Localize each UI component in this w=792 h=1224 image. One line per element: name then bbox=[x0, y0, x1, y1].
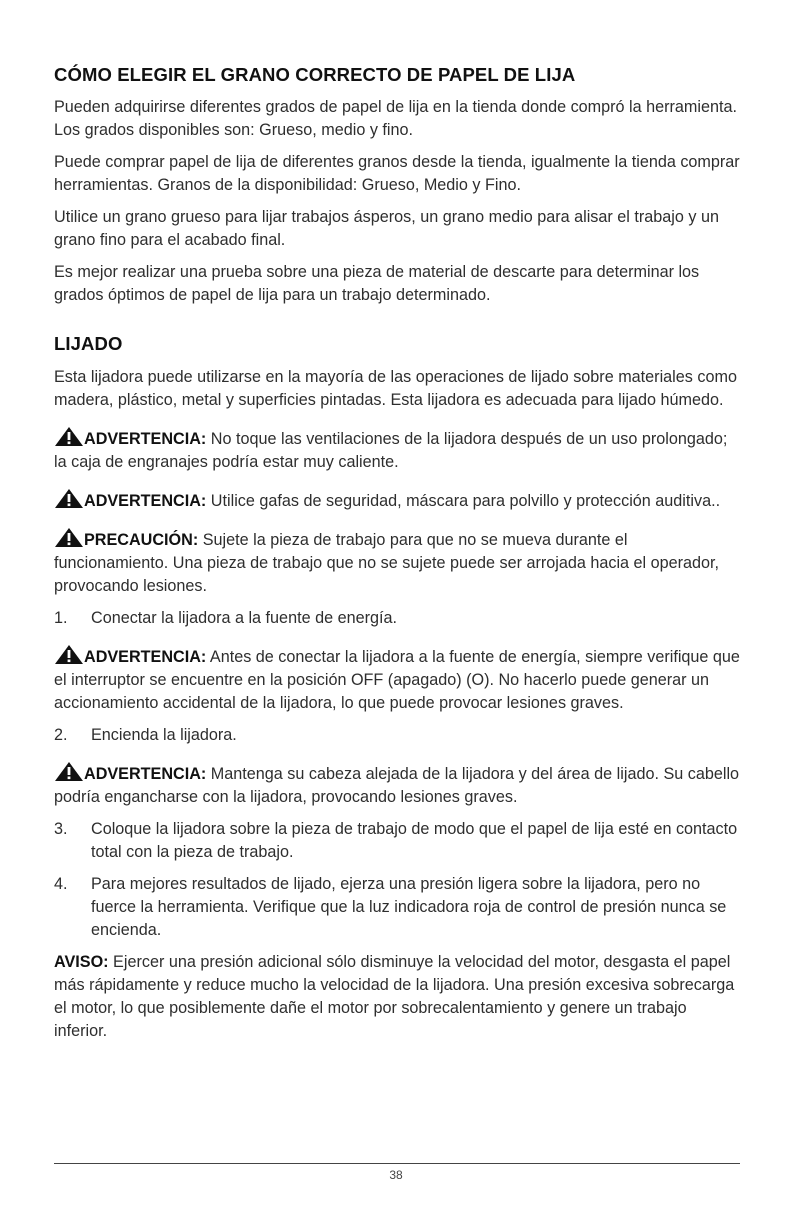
notice-block bbox=[54, 951, 744, 1043]
sanding-intro: Esta lijadora puede utilizarse en la mayoría de las operaciones de lijado sobre materiales como madera, plástico, metal y superficies pintadas. Esta lijadora es adecuada para lijado húmedo. bbox=[54, 368, 737, 409]
page-number: 38 bbox=[389, 1168, 403, 1182]
warning-triangle-icon bbox=[54, 489, 84, 508]
section-heading-sanding: LIJADO bbox=[54, 333, 123, 354]
step-item bbox=[54, 607, 744, 630]
grit-paragraph: Es mejor realizar una prueba sobre una pieza de material de descarte para determinar los grados óptimos de papel de lija para un trabajo determinado. bbox=[54, 263, 700, 304]
step-text: Encienda la lijadora. bbox=[91, 726, 237, 744]
warning-text: No toque las ventilaciones de la lijadora después de un uso prolongado; la caja de engranajes podría estar muy caliente. bbox=[54, 430, 728, 471]
notice-label: AVISO: bbox=[54, 953, 109, 971]
caution-label: PRECAUCIÓN: bbox=[84, 531, 199, 549]
warning-block bbox=[54, 762, 744, 809]
step-text: Coloque la lijadora sobre la pieza de trabajo de modo que el papel de lija esté en contacto total con la pieza de trabajo. bbox=[91, 820, 738, 861]
warning-block bbox=[54, 427, 744, 474]
warning-label: ADVERTENCIA: bbox=[84, 430, 207, 448]
step-number: 1. bbox=[54, 609, 68, 627]
step-item bbox=[54, 818, 744, 864]
step-item bbox=[54, 873, 744, 942]
warning-triangle-icon bbox=[54, 427, 84, 446]
warning-text: Antes de conectar la lijadora a la fuente de energía, siempre verifique que el interruptor se encuentre en la posición OFF (apagado) (O). No hacerlo puede generar un accionamiento accidental de la lijadora, lo que puede provocar lesiones graves. bbox=[54, 648, 740, 712]
caution-text: Sujete la pieza de trabajo para que no se mueva durante el funcionamiento. Una pieza de trabajo que no se sujete puede ser arrojada hacia el operador, provocando lesiones. bbox=[54, 531, 720, 595]
warning-label: ADVERTENCIA: bbox=[84, 765, 207, 783]
warning-triangle-icon bbox=[54, 645, 84, 664]
footer-divider bbox=[54, 1163, 740, 1164]
section-heading-grit: CÓMO ELEGIR EL GRANO CORRECTO DE PAPEL DE LIJA bbox=[54, 64, 576, 85]
warning-label: ADVERTENCIA: bbox=[84, 648, 207, 666]
warning-block bbox=[54, 489, 744, 513]
step-item bbox=[54, 724, 744, 747]
warning-text: Mantenga su cabeza alejada de la lijadora y del área de lijado. Su cabello podría engancharse con la lijadora, provocando lesiones graves. bbox=[54, 765, 740, 806]
caution-block bbox=[54, 528, 744, 598]
warning-text: Utilice gafas de seguridad, máscara para polvillo y protección auditiva.. bbox=[206, 492, 721, 510]
warning-block bbox=[54, 645, 744, 715]
step-text: Conectar la lijadora a la fuente de energía. bbox=[91, 609, 397, 627]
step-number: 4. bbox=[54, 875, 68, 893]
notice-text: Ejercer una presión adicional sólo disminuye la velocidad del motor, desgasta el papel más rápidamente y reduce mucho la velocidad de la lijadora. Una presión excesiva sobrecarga el motor, lo que posiblemente dañe el motor por sobrecalentamiento y genere un trabajo inferior. bbox=[54, 953, 735, 1040]
grit-paragraph: Utilice un grano grueso para lijar trabajos ásperos, un grano medio para alisar el trabajo y un grano fino para el acabado final. bbox=[54, 208, 719, 249]
warning-triangle-icon bbox=[54, 762, 84, 781]
step-number: 2. bbox=[54, 726, 68, 744]
page-content bbox=[54, 64, 744, 1043]
step-text: Para mejores resultados de lijado, ejerza una presión ligera sobre la lijadora, pero no fuerce la herramienta. Verifique que la luz indicadora roja de control de presión nunca se encienda. bbox=[91, 875, 727, 939]
warning-triangle-icon bbox=[54, 528, 84, 547]
step-number: 3. bbox=[54, 820, 68, 838]
warning-label: ADVERTENCIA: bbox=[84, 492, 207, 510]
grit-paragraph: Puede comprar papel de lija de diferentes granos desde la tienda, igualmente la tienda comprar herramientas. Granos de la disponibilidad: Grueso, Medio y Fino. bbox=[54, 153, 740, 194]
grit-paragraph: Pueden adquirirse diferentes grados de papel de lija en la tienda donde compró la herramienta. Los grados disponibles son: Grueso, medio y fino. bbox=[54, 98, 738, 139]
